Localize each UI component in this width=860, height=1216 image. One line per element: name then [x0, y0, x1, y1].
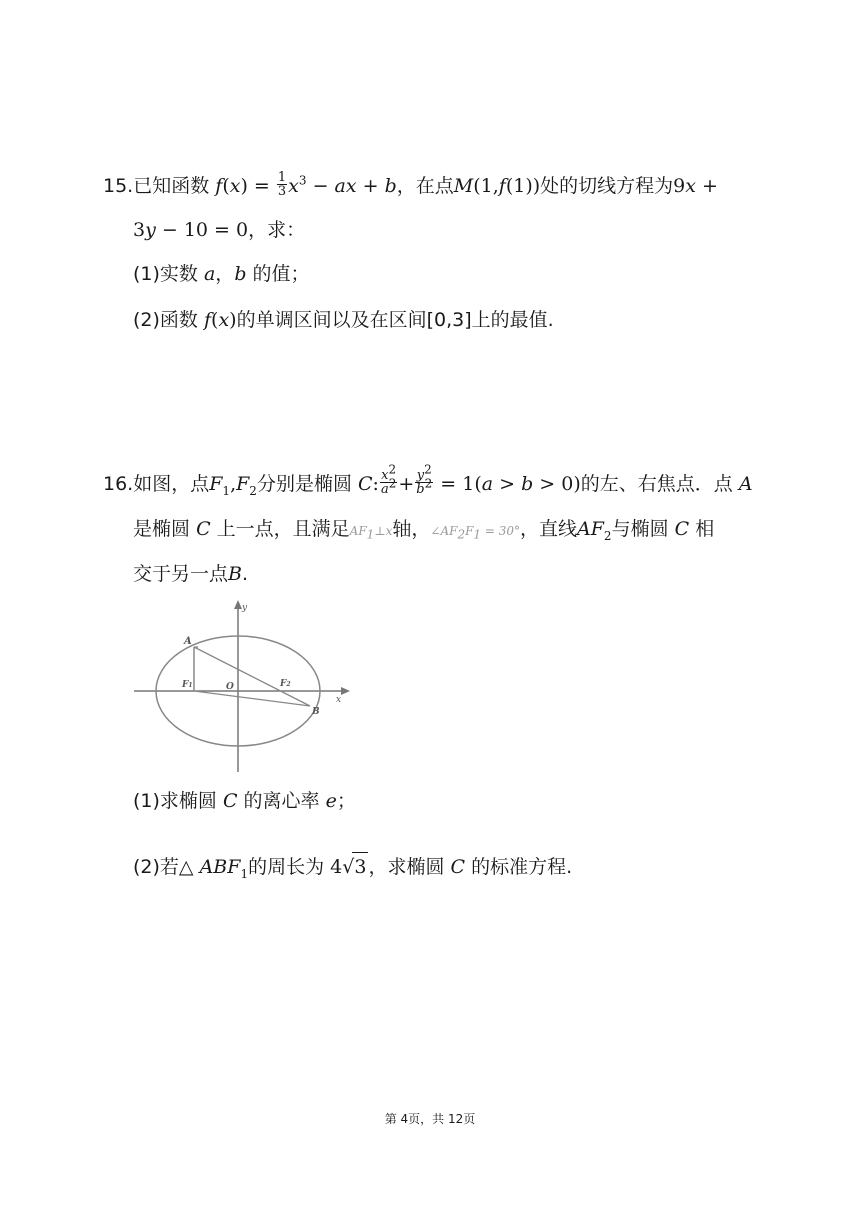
page-footer: 第 4页，共 12页	[384, 1112, 476, 1126]
label-f2: F2	[280, 679, 291, 689]
label-o: O	[226, 682, 234, 692]
q16-part2: (2)若△ $ABF_1$的周长为 4√3 ，求椭圆 C 的标准方程.	[133, 852, 572, 881]
q15-number: 15.	[103, 175, 134, 197]
fraction-x2-a2: $\frac{x^2}{a^2}$	[380, 462, 397, 497]
fraction-y2-b2: $\frac{y^2}{b^2}$	[416, 462, 433, 497]
q16-line1: 16.如图，点$F_1,F_2$分别是椭圆 C: $\frac{x^2}{a^2}$ + $\frac{y^2}{b^2}$ = 1(a > b > 0)的左、右焦点．点 A	[103, 462, 753, 498]
q16-line3: 交于另一点B.	[133, 563, 249, 585]
fraction-one-third: $\frac{1}{3}$	[277, 170, 287, 199]
label-x: x	[336, 695, 342, 705]
angle-af2f1-image: $\angle AF_2F_1 = 30^\circ$	[430, 524, 520, 542]
q16-line2: 是椭圆 C 上一点，且满足$AF_1\perp x$轴，$\angle AF_2F_1 = 30^\circ$，直线$AF_2$与椭圆 C 相	[133, 518, 715, 543]
q15-part1: (1)实数 a，b 的值；	[133, 263, 310, 285]
label-y: y	[242, 603, 248, 613]
q15-line1: 15.已知函数 f(x) = $\frac{1}{3}$ $x^3$ − ax + b，在点M(1,f(1))处的切线方程为9x +	[103, 170, 718, 199]
label-b: B	[312, 707, 320, 717]
q15-part2: (2)函数 f(x)的单调区间以及在区间[0,3]上的最值.	[133, 309, 554, 331]
label-f1: F1	[182, 680, 193, 690]
q16-part1: (1)求椭圆 C 的离心率 e；	[133, 790, 356, 812]
label-a: A	[184, 636, 192, 647]
q15-line2: 3y − 10 = 0，求：	[133, 219, 306, 241]
ellipse-figure	[130, 598, 360, 774]
q16-number: 16.	[103, 473, 134, 495]
af1-perp-x-image: $AF_1\perp x$	[349, 524, 393, 542]
